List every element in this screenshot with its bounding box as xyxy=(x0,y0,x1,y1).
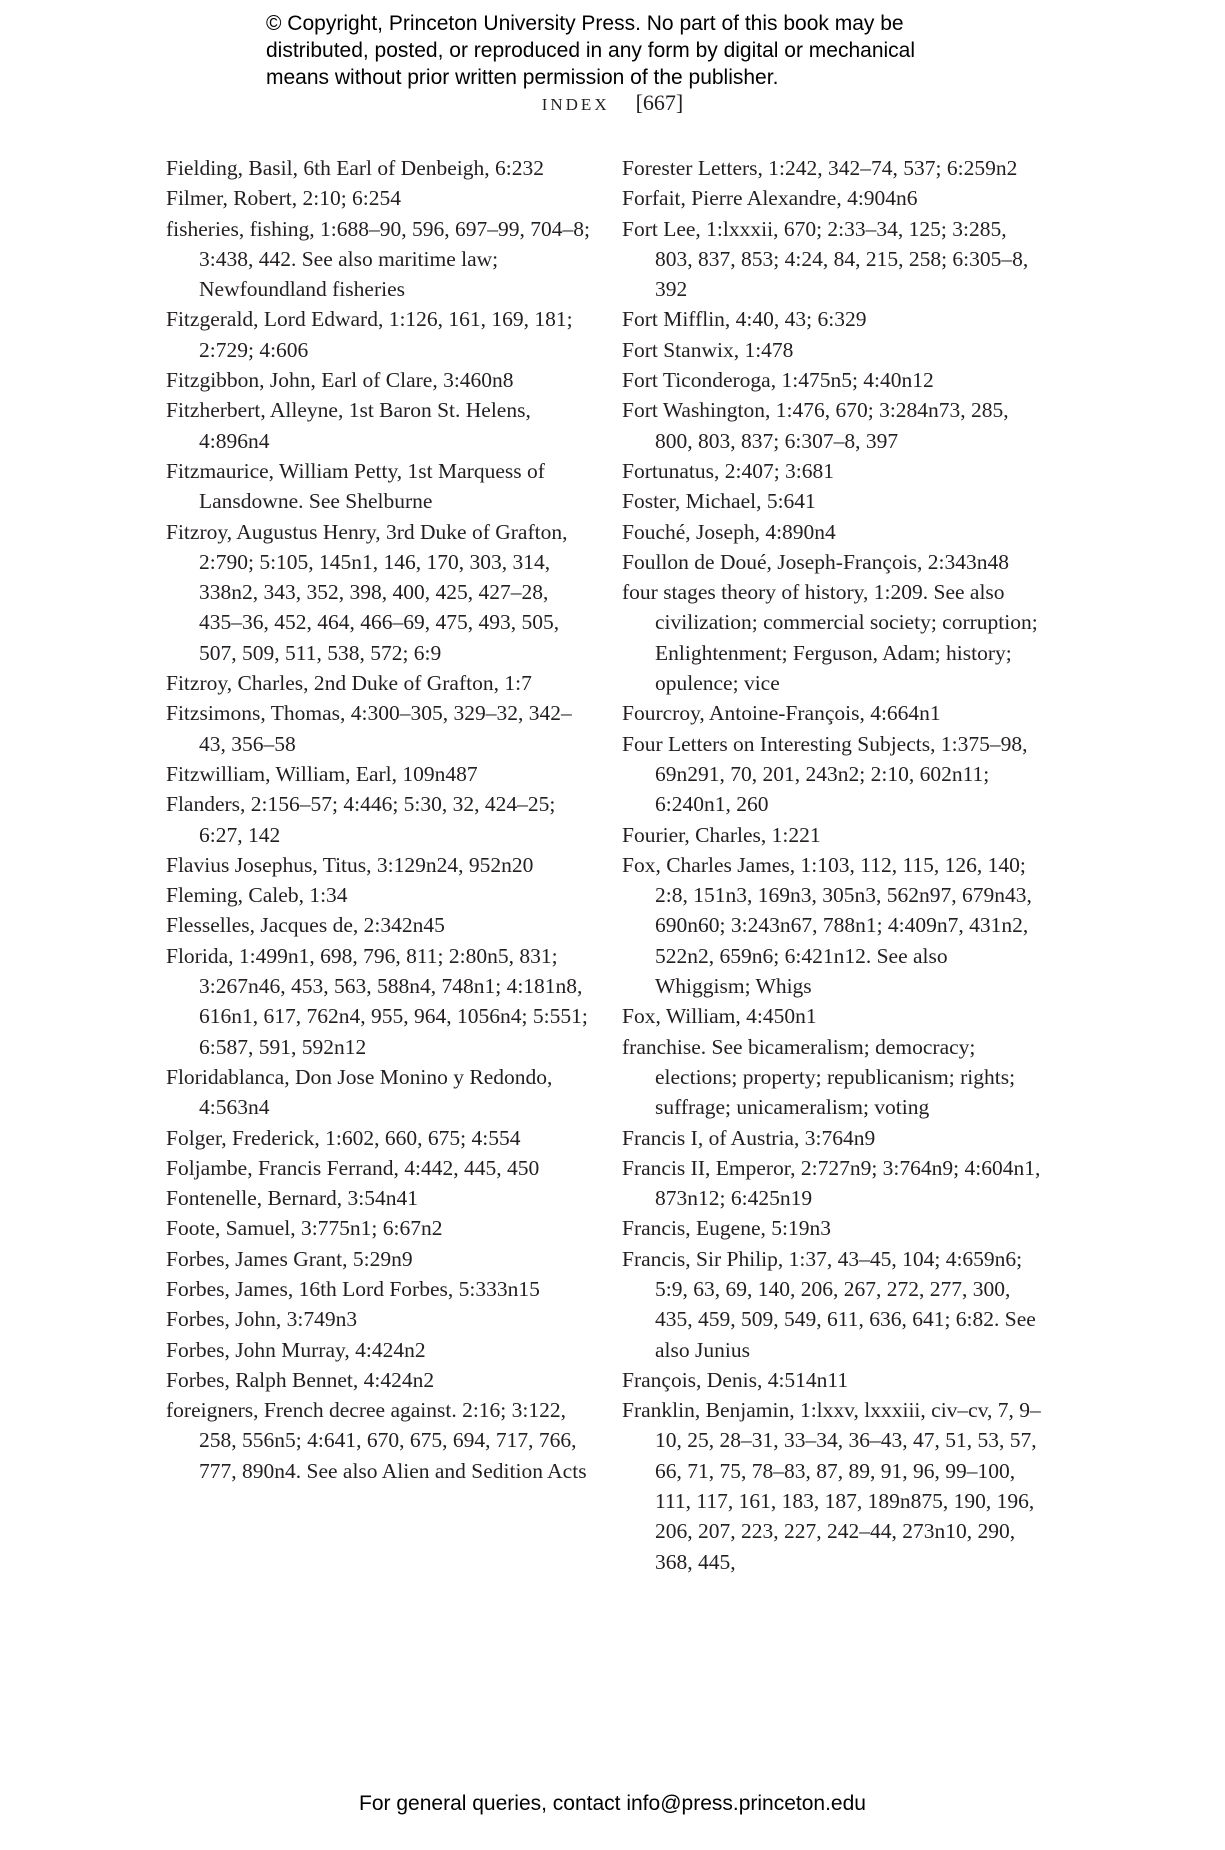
index-entry: Francis I, of Austria, 3:764n9 xyxy=(622,1125,876,1150)
index-entry: Filmer, Robert, 2:10; 6:254 xyxy=(166,186,402,211)
index-entry: Forbes, James, 16th Lord Forbes, 5:333n15 xyxy=(166,1276,540,1301)
index-entry: Fort Washington, 1:476, 670; 3:284n73, 285, 800, 803, 837; 6:307–8, 397 xyxy=(622,398,1009,453)
index-entry: Flesselles, Jacques de, 2:342n45 xyxy=(166,913,445,938)
index-entry: Foote, Samuel, 3:775n1; 6:67n2 xyxy=(166,1216,443,1241)
index-entry: François, Denis, 4:514n11 xyxy=(622,1367,849,1392)
running-head-label: INDEX xyxy=(541,95,610,114)
index-entry: Fox, Charles James, 1:103, 112, 115, 126, 140; 2:8, 151n3, 169n3, 305n3, 562n97, 679n43, 690n60; 3:243n67, 788n1; 4:409n7, 431n2, 522n2, 659n6; 6:421n12. See also Whiggism; Whigs xyxy=(622,852,1032,999)
index-entry: Forbes, John Murray, 4:424n2 xyxy=(166,1337,426,1362)
copyright-line: © Copyright, Princeton University Press. No part of this book may be xyxy=(266,12,904,35)
index-entry: Fortunatus, 2:407; 3:681 xyxy=(622,458,835,483)
index-entry: four stages theory of history, 1:209. See also civilization; commercial society; corruption; Enlightenment; Ferguson, Adam; history; opulence; vice xyxy=(622,580,1038,696)
index-entry: Fort Stanwix, 1:478 xyxy=(622,337,794,362)
index-entry: Fleming, Caleb, 1:34 xyxy=(166,883,348,908)
index-entry: Floridablanca, Don Jose Monino y Redondo, 4:563n4 xyxy=(166,1064,553,1120)
index-entry: Fitzroy, Charles, 2nd Duke of Grafton, 1:7 xyxy=(166,671,532,696)
index-entry: Folger, Frederick, 1:602, 660, 675; 4:554 xyxy=(166,1125,521,1150)
running-head xyxy=(0,90,1225,116)
index-entry: Foster, Michael, 5:641 xyxy=(622,489,816,514)
index-entry: Fitzgerald, Lord Edward, 1:126, 161, 169, 181; 2:729; 4:606 xyxy=(166,307,573,362)
index-entry: Fort Mifflin, 4:40, 43; 6:329 xyxy=(622,307,867,332)
index-entry: fisheries, fishing, 1:688–90, 596, 697–99, 704–8; 3:438, 442. See also maritime law; Newfoundland fisheries xyxy=(166,216,591,302)
copyright-line: distributed, posted, or reproduced in any form by digital or mechanical xyxy=(266,39,916,62)
index-entry: Fitzsimons, Thomas, 4:300–305, 329–32, 342–43, 356–58 xyxy=(166,701,572,756)
page-number: [667] xyxy=(635,90,684,115)
index-entry: Fitzwilliam, William, Earl, 109n487 xyxy=(166,761,478,786)
index-entry: Forbes, John, 3:749n3 xyxy=(166,1307,358,1332)
index-entry: Florida, 1:499n1, 698, 796, 811; 2:80n5, 831; 3:267n46, 453, 563, 588n4, 748n1; 4:181n8, 616n1, 617, 762n4, 955, 964, 1056n4; 5:551; 6:587, 591, 592n12 xyxy=(166,943,588,1059)
index-entry: Forester Letters, 1:242, 342–74, 537; 6:259n2 xyxy=(622,156,1018,180)
footer-contact: For general queries, contact info@press.princeton.edu xyxy=(359,1792,866,1815)
index-entry: Fitzgibbon, John, Earl of Clare, 3:460n8 xyxy=(166,368,514,393)
copyright-notice xyxy=(266,10,1006,91)
index-entry: Fouché, Joseph, 4:890n4 xyxy=(622,519,836,544)
index-entry: Forbes, Ralph Bennet, 4:424n2 xyxy=(166,1367,435,1392)
index-entry: Francis, Eugene, 5:19n3 xyxy=(622,1216,831,1241)
index-entry: Fort Ticonderoga, 1:475n5; 4:40n12 xyxy=(622,368,934,393)
index-entry: Foljambe, Francis Ferrand, 4:442, 445, 450 xyxy=(166,1155,540,1180)
index-entry: Forbes, James Grant, 5:29n9 xyxy=(166,1246,413,1271)
index-entry: Francis, Sir Philip, 1:37, 43–45, 104; 4:659n6; 5:9, 63, 69, 140, 206, 267, 272, 277, 300, 435, 459, 509, 549, 611, 636, 641; 6:82. See also Junius xyxy=(622,1246,1036,1362)
index-entry: Flavius Josephus, Titus, 3:129n24, 952n20 xyxy=(166,852,534,877)
index-entry: Fielding, Basil, 6th Earl of Denbeigh, 6:232 xyxy=(166,156,544,180)
index-entry: Four Letters on Interesting Subjects, 1:375–98, 69n291, 70, 201, 243n2; 2:10, 602n11; 6:240n1, 260 xyxy=(622,731,1028,817)
index-entry: Fourcroy, Antoine-François, 4:664n1 xyxy=(622,701,941,726)
index-entry: foreigners, French decree against. 2:16; 3:122, 258, 556n5; 4:641, 670, 675, 694, 717, 766, 777, 890n4. See also Alien and Sedition Acts xyxy=(166,1398,587,1483)
index-entry: Francis II, Emperor, 2:727n9; 3:764n9; 4:604n1, 873n12; 6:425n19 xyxy=(622,1155,1041,1211)
index-entry: Franklin, Benjamin, 1:lxxv, lxxxiii, civ–cv, 7, 9–10, 25, 28–31, 33–34, 36–43, 47, 51, 53, 57, 66, 71, 75, 78–83, 87, 89, 91, 96, 99–100, 111, 117, 161, 183, 187, 189n875, 190, 196, 206, 207, 223, 227, 242–44, 273n10, 290, 368, 445, xyxy=(622,1398,1041,1574)
copyright-line: means without prior written permission of the publisher. xyxy=(266,66,779,89)
index-entry: Fox, William, 4:450n1 xyxy=(622,1004,817,1029)
index-column-left xyxy=(166,153,596,1486)
index-entry: Fitzmaurice, William Petty, 1st Marquess of Lansdowne. See Shelburne xyxy=(166,458,545,514)
index-entry: Foullon de Doué, Joseph-François, 2:343n48 xyxy=(622,549,1009,574)
index-entry: Fitzherbert, Alleyne, 1st Baron St. Helens, 4:896n4 xyxy=(166,398,531,453)
index-entry: franchise. See bicameralism; democracy; elections; property; republicanism; rights; suffrage; unicameralism; voting xyxy=(622,1034,1016,1120)
index-entry: Fontenelle, Bernard, 3:54n41 xyxy=(166,1186,418,1211)
index-entry: Forfait, Pierre Alexandre, 4:904n6 xyxy=(622,186,918,211)
index-entry: Fourier, Charles, 1:221 xyxy=(622,822,821,847)
index-entry: Fitzroy, Augustus Henry, 3rd Duke of Grafton, 2:790; 5:105, 145n1, 146, 170, 303, 314, 338n2, 343, 352, 398, 400, 425, 427–28, 435–36, 452, 464, 466–69, 475, 493, 505, 507, 509, 511, 538, 572; 6:9 xyxy=(166,519,568,665)
index-column-right xyxy=(622,153,1042,1577)
index-entry: Fort Lee, 1:lxxxii, 670; 2:33–34, 125; 3:285, 803, 837, 853; 4:24, 84, 215, 258; 6:305–8, 392 xyxy=(622,216,1029,302)
index-entry: Flanders, 2:156–57; 4:446; 5:30, 32, 424–25; 6:27, 142 xyxy=(166,792,556,847)
